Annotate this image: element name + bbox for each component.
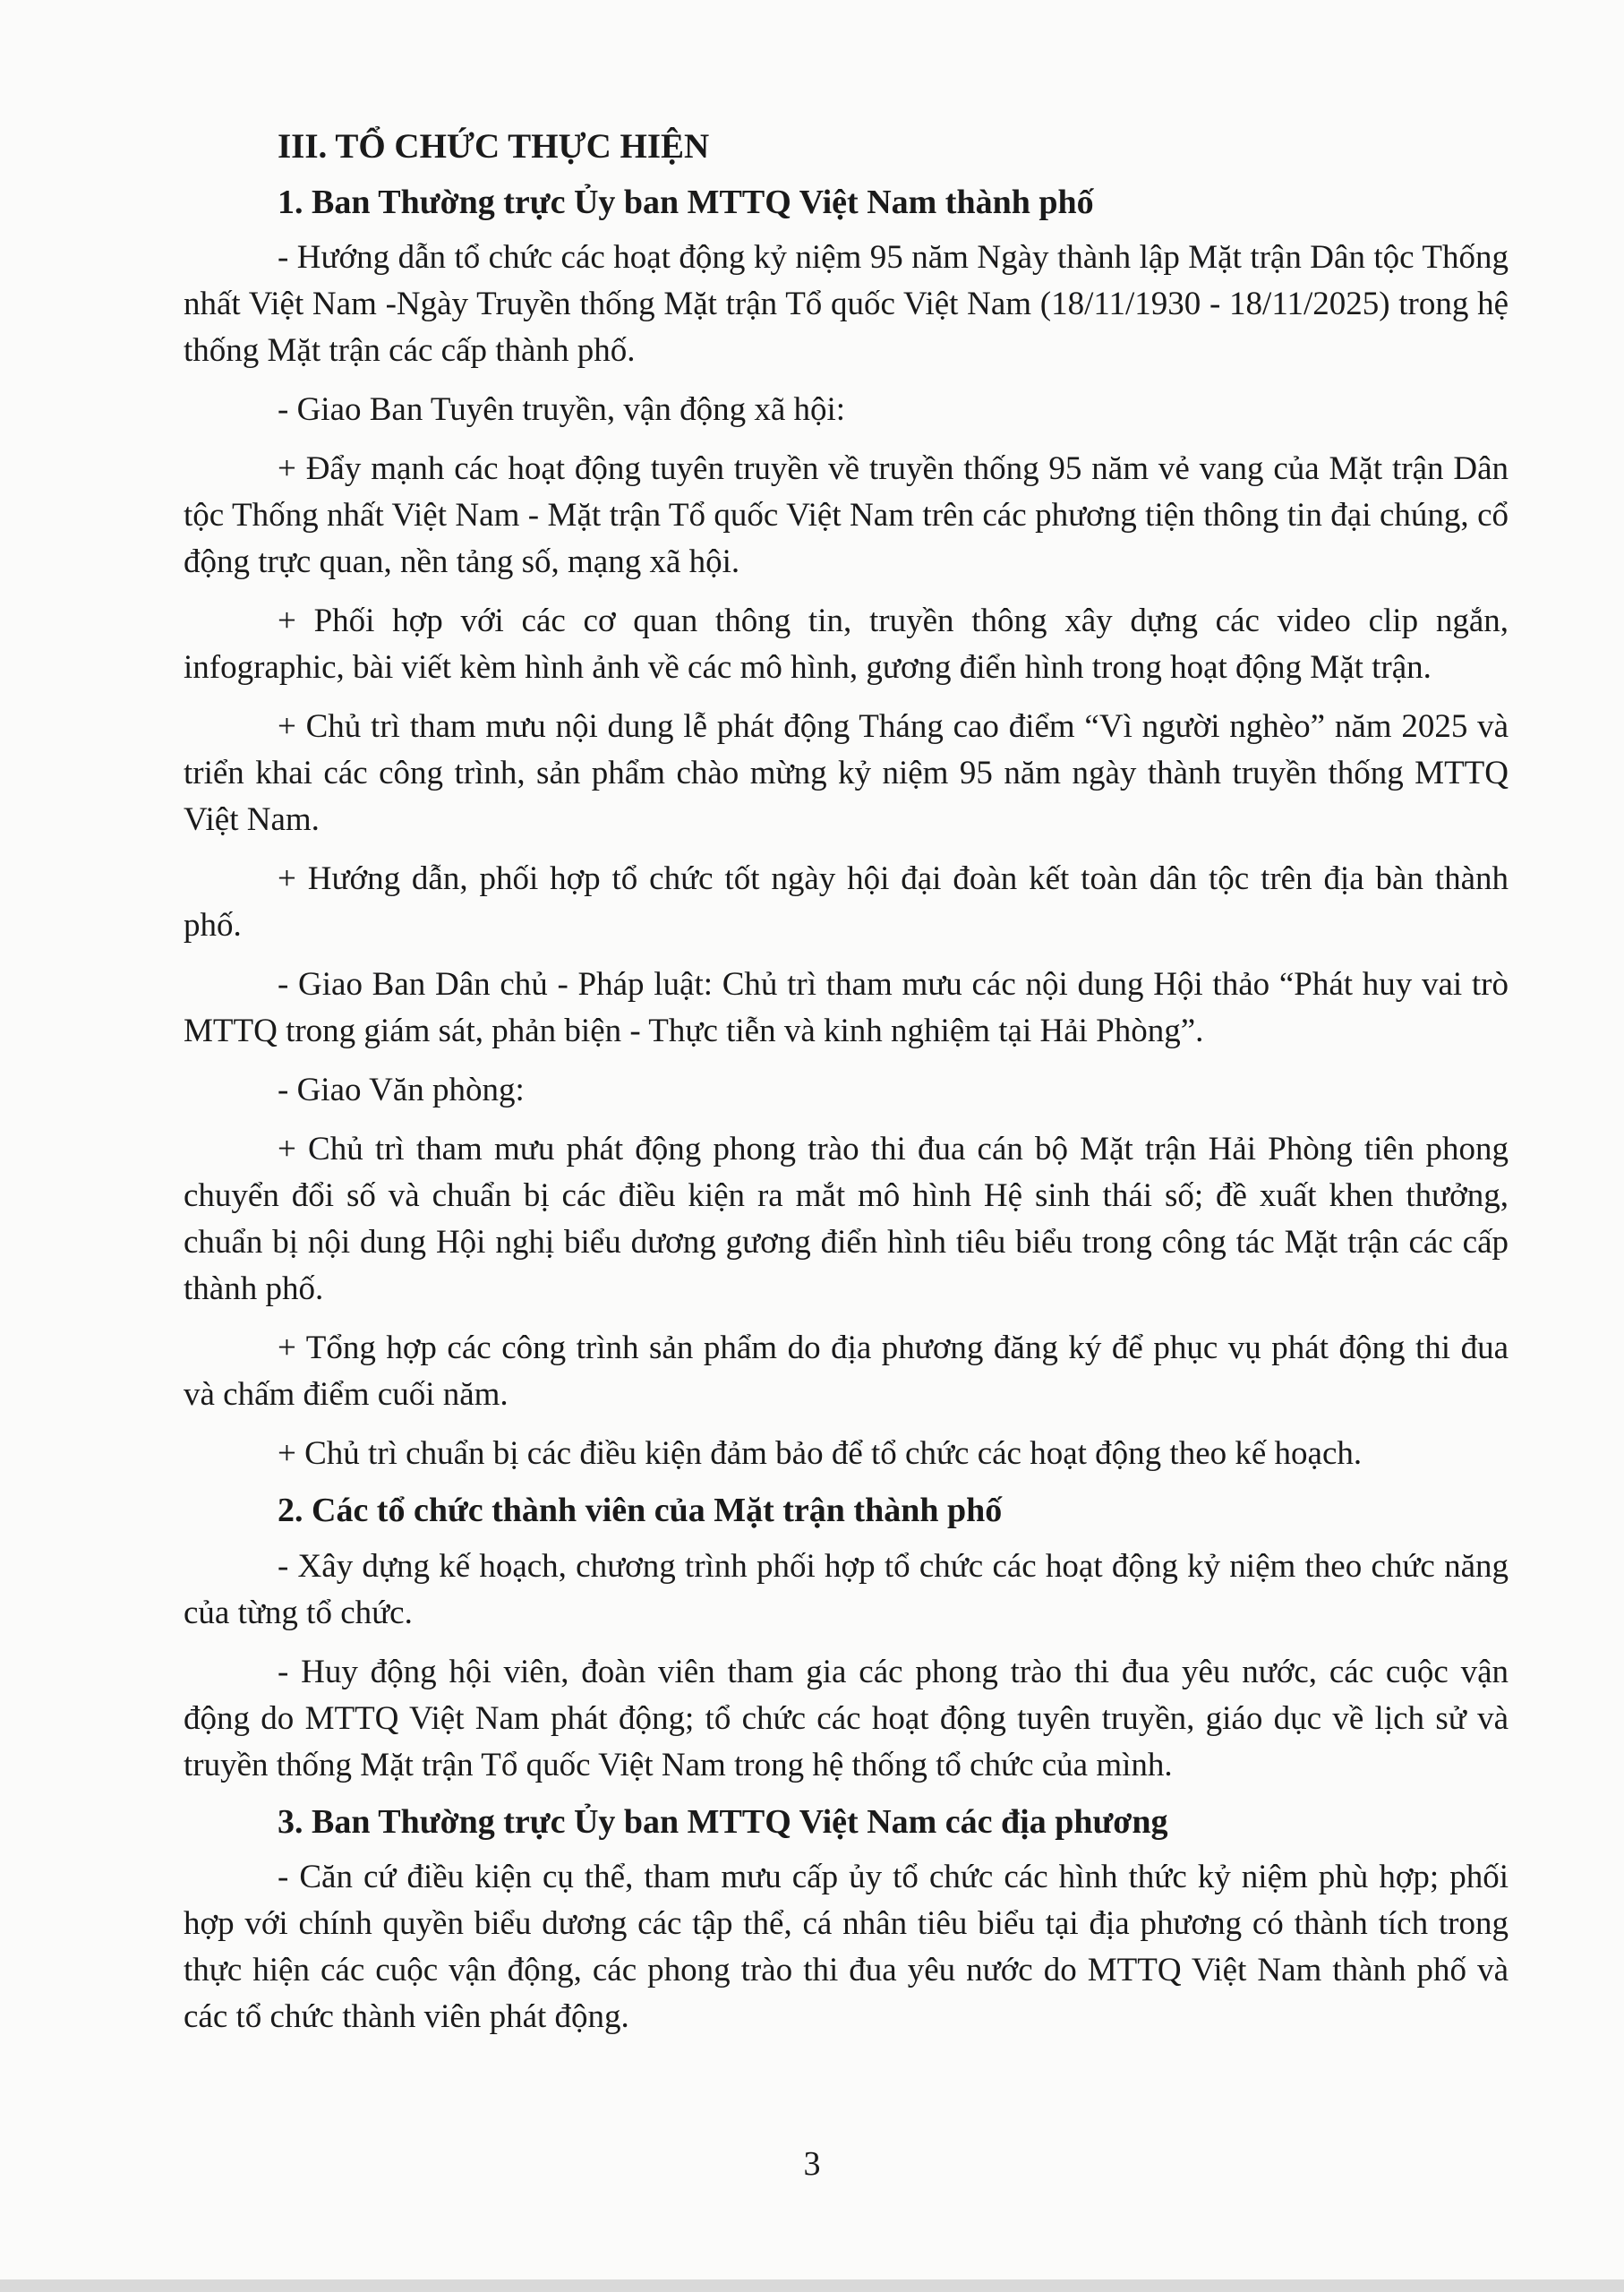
section1-paragraph: + Chủ trì chuẩn bị các điều kiện đảm bảo để tổ chức các hoạt động theo kế hoạch. [278,1435,1363,1473]
section1-paragraph: + Đẩy mạnh các hoạt động tuyên truyền về truyền thống 95 năm vẻ vang của Mặt trận Dân tộc Thống nhất Việt Nam - Mặt trận Tổ quốc Việt Nam trên các phương tiện thông tin đại chúng, cổ động trực quan, nền tảng số, mạng xã hội. [184,450,1509,581]
section1-paragraph: + Chủ trì tham mưu phát động phong trào thi đua cán bộ Mặt trận Hải Phòng tiên phong chuyển đổi số và chuẩn bị các điều kiện ra mắt mô hình Hệ sinh thái số; đề xuất khen thưởng, chuẩn bị nội dung Hội nghị biểu dương gương điển hình tiêu biểu trong công tác Mặt trận các cấp thành phố. [184,1131,1509,1308]
section-title: III. TỔ CHỨC THỰC HIỆN [278,127,710,166]
page-number: 3 [803,2145,821,2183]
section1-paragraph: + Phối hợp với các cơ quan thông tin, truyền thông xây dựng các video clip ngắn, infographic, bài viết kèm hình ảnh về các mô hình, gương điển hình trong hoạt động Mặt trận. [184,603,1509,687]
section1-heading: 1. Ban Thường trực Ủy ban MTTQ Việt Nam thành phố [278,183,1094,221]
section2-paragraph: - Huy động hội viên, đoàn viên tham gia các phong trào thi đua yêu nước, các cuộc vận động do MTTQ Việt Nam phát động; tổ chức các hoạt động tuyên truyền, giáo dục về lịch sử và truyền thống Mặt trận Tổ quốc Việt Nam trong hệ thống tổ chức của mình. [184,1653,1509,1783]
section1-paragraph: - Giao Văn phòng: [278,1072,525,1109]
section3-paragraph: - Căn cứ điều kiện cụ thể, tham mưu cấp ủy tổ chức các hình thức kỷ niệm phù hợp; phối hợp với chính quyền biểu dương các tập thể, cá nhân tiêu biểu tại địa phương có thành tích trong thực hiện các cuộc vận động, các phong trào thi đua yêu nước do MTTQ Việt Nam thành phố và các tổ chức thành viên phát động. [184,1859,1509,2036]
section1-paragraph: + Tổng hợp các công trình sản phẩm do địa phương đăng ký để phục vụ phát động thi đua và chấm điểm cuối năm. [184,1330,1509,1414]
section1-paragraph: - Hướng dẫn tổ chức các hoạt động kỷ niệm 95 năm Ngày thành lập Mặt trận Dân tộc Thống nhất Việt Nam -Ngày Truyền thống Mặt trận Tổ quốc Việt Nam (18/11/1930 - 18/11/2025) trong hệ thống Mặt trận các cấp thành phố. [184,239,1509,370]
section3-heading: 3. Ban Thường trực Ủy ban MTTQ Việt Nam các địa phương [278,1802,1168,1841]
section1-paragraph: - Giao Ban Dân chủ - Pháp luật: Chủ trì tham mưu các nội dung Hội thảo “Phát huy vai trò MTTQ trong giám sát, phản biện - Thực tiễn và kinh nghiệm tại Hải Phòng”. [184,966,1509,1050]
section2-paragraph: - Xây dựng kế hoạch, chương trình phối hợp tổ chức các hoạt động kỷ niệm theo chức năng của từng tổ chức. [184,1547,1509,1631]
section1-paragraph: - Giao Ban Tuyên truyền, vận động xã hội: [278,391,846,429]
document-body [184,125,1509,2053]
scan-edge-divider [0,2279,1624,2292]
section2-heading: 2. Các tổ chức thành viên của Mặt trận thành phố [278,1492,1003,1530]
section1-paragraph: + Chủ trì tham mưu nội dung lễ phát động Tháng cao điểm “Vì người nghèo” năm 2025 và triển khai các công trình, sản phẩm chào mừng kỷ niệm 95 năm ngày thành truyền thống MTTQ Việt Nam. [184,708,1509,839]
section1-paragraph: + Hướng dẫn, phối hợp tổ chức tốt ngày hội đại đoàn kết toàn dân tộc trên địa bàn thành phố. [184,860,1509,945]
